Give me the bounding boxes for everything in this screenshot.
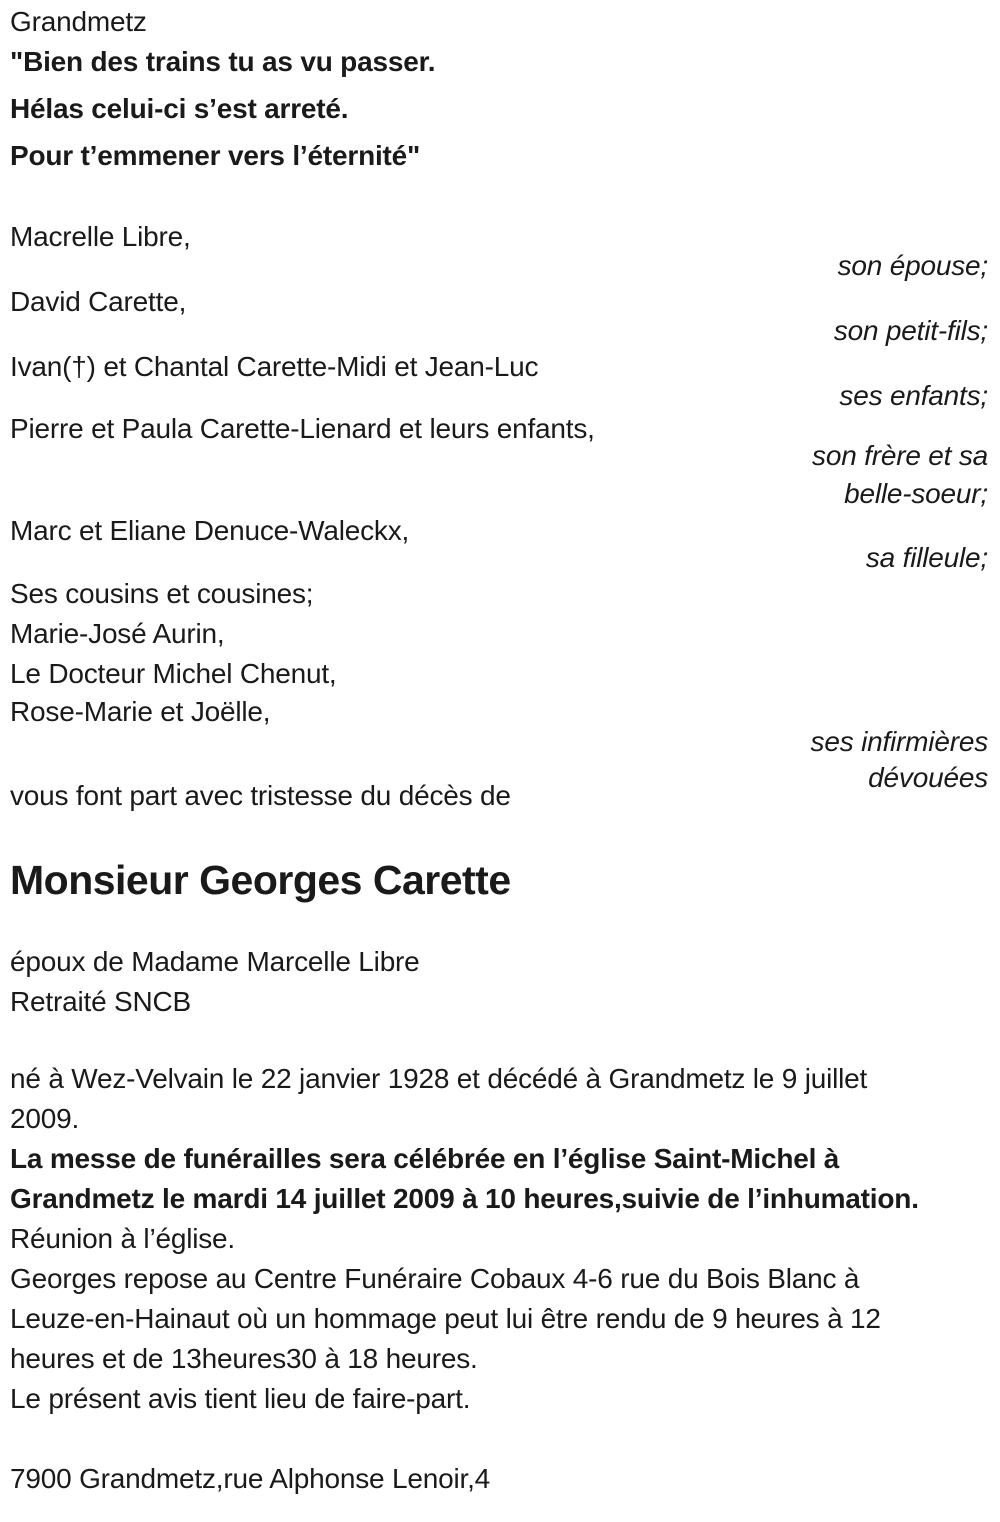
location-line: Grandmetz [10, 6, 147, 37]
mourner-name: Pierre et Paula Carette-Lienard et leurs enfants, [10, 413, 595, 444]
other-mourner-line: Le Docteur Michel Chenut, [10, 658, 337, 689]
address-line: 7900 Grandmetz,rue Alphonse Lenoir,4 [10, 1463, 491, 1494]
mourner-relation: son petit-fils; [833, 315, 988, 346]
mourner-relation: belle-soeur; [844, 478, 988, 509]
birth-death-line: 2009. [10, 1103, 80, 1134]
mourner-name: Ivan(†) et Chantal Carette-Midi et Jean-Luc [10, 351, 539, 382]
epitaph-line-3: Pour t’emmener vers l’éternité" [10, 140, 421, 171]
mourner-relation: son épouse; [837, 250, 988, 281]
other-mourner-line: Marie-José Aurin, [10, 618, 225, 649]
profession-line: Retraité SNCB [10, 986, 192, 1017]
nurses-relation-line: ses infirmières [810, 726, 988, 757]
details-line: heures et de 13heures30 à 18 heures. [10, 1343, 478, 1374]
birth-death-line: né à Wez-Velvain le 22 janvier 1928 et décédé à Grandmetz le 9 juillet [10, 1063, 868, 1094]
spouse-line: époux de Madame Marcelle Libre [10, 946, 420, 977]
details-line: Georges repose au Centre Funéraire Cobaux 4-6 rue du Bois Blanc à [10, 1263, 860, 1294]
mourner-name: David Carette, [10, 286, 187, 317]
mourner-relation: sa filleule; [865, 542, 988, 573]
other-mourner-line: Rose-Marie et Joëlle, [10, 696, 271, 727]
deceased-name-heading: Monsieur Georges Carette [10, 857, 511, 903]
nurses-relation-line: dévouées [868, 762, 988, 793]
mourner-relation: son frère et sa [812, 440, 988, 471]
mourner-name: Macrelle Libre, [10, 221, 191, 252]
details-line: Le présent avis tient lieu de faire-part. [10, 1383, 471, 1414]
mourner-relation: ses enfants; [839, 380, 988, 411]
epitaph-line-1: "Bien des trains tu as vu passer. [10, 46, 436, 77]
details-line: Leuze-en-Hainaut où un hommage peut lui être rendu de 9 heures à 12 [10, 1303, 881, 1334]
funeral-announcement-line: Grandmetz le mardi 14 juillet 2009 à 10 heures,suivie de l’inhumation. [10, 1183, 919, 1214]
details-line: Réunion à l’église. [10, 1223, 236, 1254]
other-mourner-line: Ses cousins et cousines; [10, 578, 314, 609]
intro-line: vous font part avec tristesse du décès de [10, 780, 511, 811]
mourner-name: Marc et Eliane Denuce-Waleckx, [10, 515, 410, 546]
funeral-announcement-line: La messe de funérailles sera célébrée en l’église Saint-Michel à [10, 1143, 840, 1174]
epitaph-line-2: Hélas celui-ci s’est arreté. [10, 93, 349, 124]
